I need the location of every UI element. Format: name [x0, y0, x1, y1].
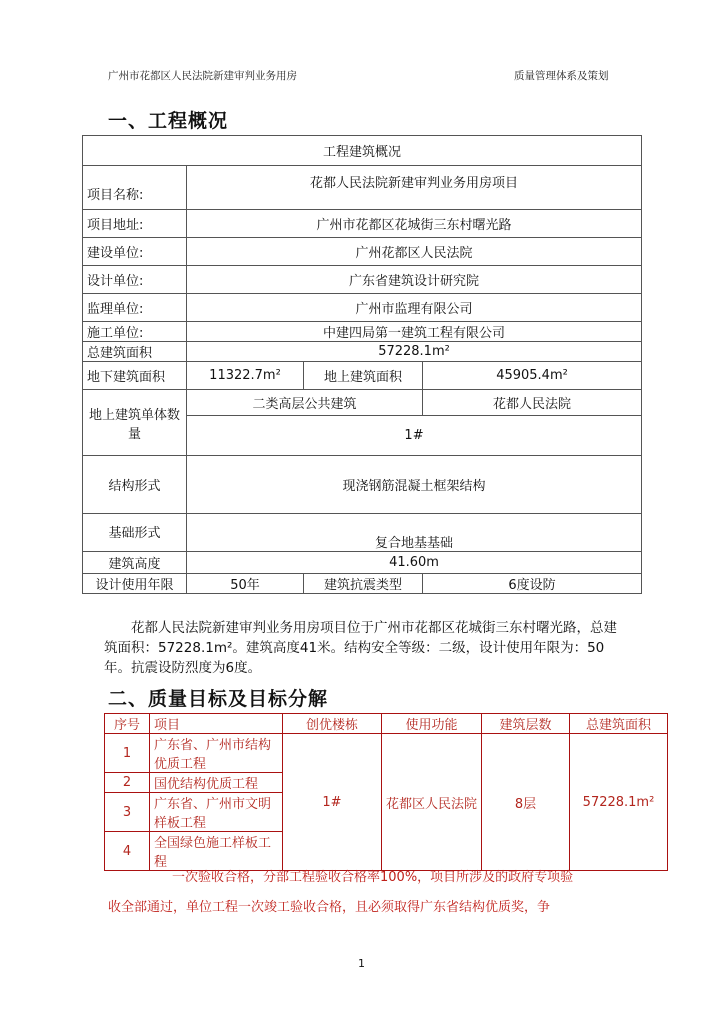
- quality-header-floors: 建筑层数: [482, 714, 570, 734]
- foundation-label: 基础形式: [83, 514, 187, 552]
- address-label: 项目地址:: [83, 210, 187, 238]
- life-value: 50年: [187, 574, 304, 594]
- overview-table: [82, 135, 642, 594]
- section1-title: 一、工程概况: [108, 110, 229, 132]
- units-label: 地上建筑单体数量: [83, 390, 187, 456]
- structure-label: 结构形式: [83, 456, 187, 514]
- quality-floors: 8层: [482, 734, 570, 871]
- aboveground-value: 45905.4m²: [423, 362, 642, 390]
- quality-row-no: 2: [105, 773, 150, 793]
- supervisor-label: 监理单位:: [83, 294, 187, 322]
- section2-title: 二、质量目标及目标分解: [108, 688, 329, 710]
- quality-function: 花都区人民法院: [382, 734, 482, 871]
- life-label: 设计使用年限: [83, 574, 187, 594]
- quality-note-line2: 收全部通过，单位工程一次竣工验收合格，且必须取得广东省结构优质奖，争: [108, 900, 551, 915]
- building-no: 1#: [187, 416, 642, 456]
- quality-row-no: 1: [105, 734, 150, 773]
- building-name: 花都人民法院: [423, 390, 642, 416]
- builder-value: 广州花都区人民法院: [187, 238, 642, 266]
- quality-area: 57228.1m²: [570, 734, 668, 871]
- total-area-label: 总建筑面积: [83, 342, 187, 362]
- quality-header-no: 序号: [105, 714, 150, 734]
- quality-row-item: 全国绿色施工样板工程: [150, 832, 283, 871]
- header-left: 广州市花都区人民法院新建审判业务用房: [108, 70, 297, 82]
- designer-label: 设计单位:: [83, 266, 187, 294]
- overview-caption: 工程建筑概况: [83, 136, 642, 166]
- overview-paragraph: 花都人民法院新建审判业务用房项目位于广州市花都区花城街三东村曙光路，总建筑面积：57228.1m²。建筑高度41米。结构安全等级：二级，设计使用年限为：50年。抗震设防烈度为6度。: [104, 620, 617, 676]
- constructor-label: 施工单位:: [83, 322, 187, 342]
- height-value: 41.60m: [187, 552, 642, 574]
- constructor-value: 中建四局第一建筑工程有限公司: [187, 322, 642, 342]
- quality-table: [104, 713, 668, 871]
- quality-note-line1: 一次验收合格，分部工程验收合格率100%，项目所涉及的政府专项验: [172, 870, 574, 885]
- quality-row-no: 3: [105, 793, 150, 832]
- builder-label: 建设单位:: [83, 238, 187, 266]
- header-right: 质量管理体系及策划: [514, 70, 609, 82]
- designer-value: 广东省建筑设计研究院: [187, 266, 642, 294]
- page-number: 1: [358, 957, 365, 970]
- address-value: 广州市花都区花城街三东村曙光路: [187, 210, 642, 238]
- underground-value: 11322.7m²: [187, 362, 304, 390]
- supervisor-value: 广州市监理有限公司: [187, 294, 642, 322]
- quality-row-item: 广东省、广州市文明样板工程: [150, 793, 283, 832]
- structure-value: 现浇钢筋混凝土框架结构: [187, 456, 642, 514]
- quality-row-item: 国优结构优质工程: [150, 773, 283, 793]
- seismic-label: 建筑抗震类型: [304, 574, 423, 594]
- quality-row-item: 广东省、广州市结构优质工程: [150, 734, 283, 773]
- seismic-value: 6度设防: [423, 574, 642, 594]
- total-area-value: 57228.1m²: [187, 342, 642, 362]
- underground-label: 地下建筑面积: [83, 362, 187, 390]
- height-label: 建筑高度: [83, 552, 187, 574]
- aboveground-label: 地上建筑面积: [304, 362, 423, 390]
- foundation-value: 复合地基基础: [187, 514, 642, 552]
- quality-building: 1#: [283, 734, 382, 871]
- project-name-value: 花都人民法院新建审判业务用房项目: [187, 166, 642, 210]
- quality-header-item: 项目: [150, 714, 283, 734]
- quality-header-building: 创优楼栋: [283, 714, 382, 734]
- quality-header-function: 使用功能: [382, 714, 482, 734]
- building-class: 二类高层公共建筑: [187, 390, 423, 416]
- quality-header-area: 总建筑面积: [570, 714, 668, 734]
- project-name-label: 项目名称:: [83, 166, 187, 210]
- quality-row-no: 4: [105, 832, 150, 871]
